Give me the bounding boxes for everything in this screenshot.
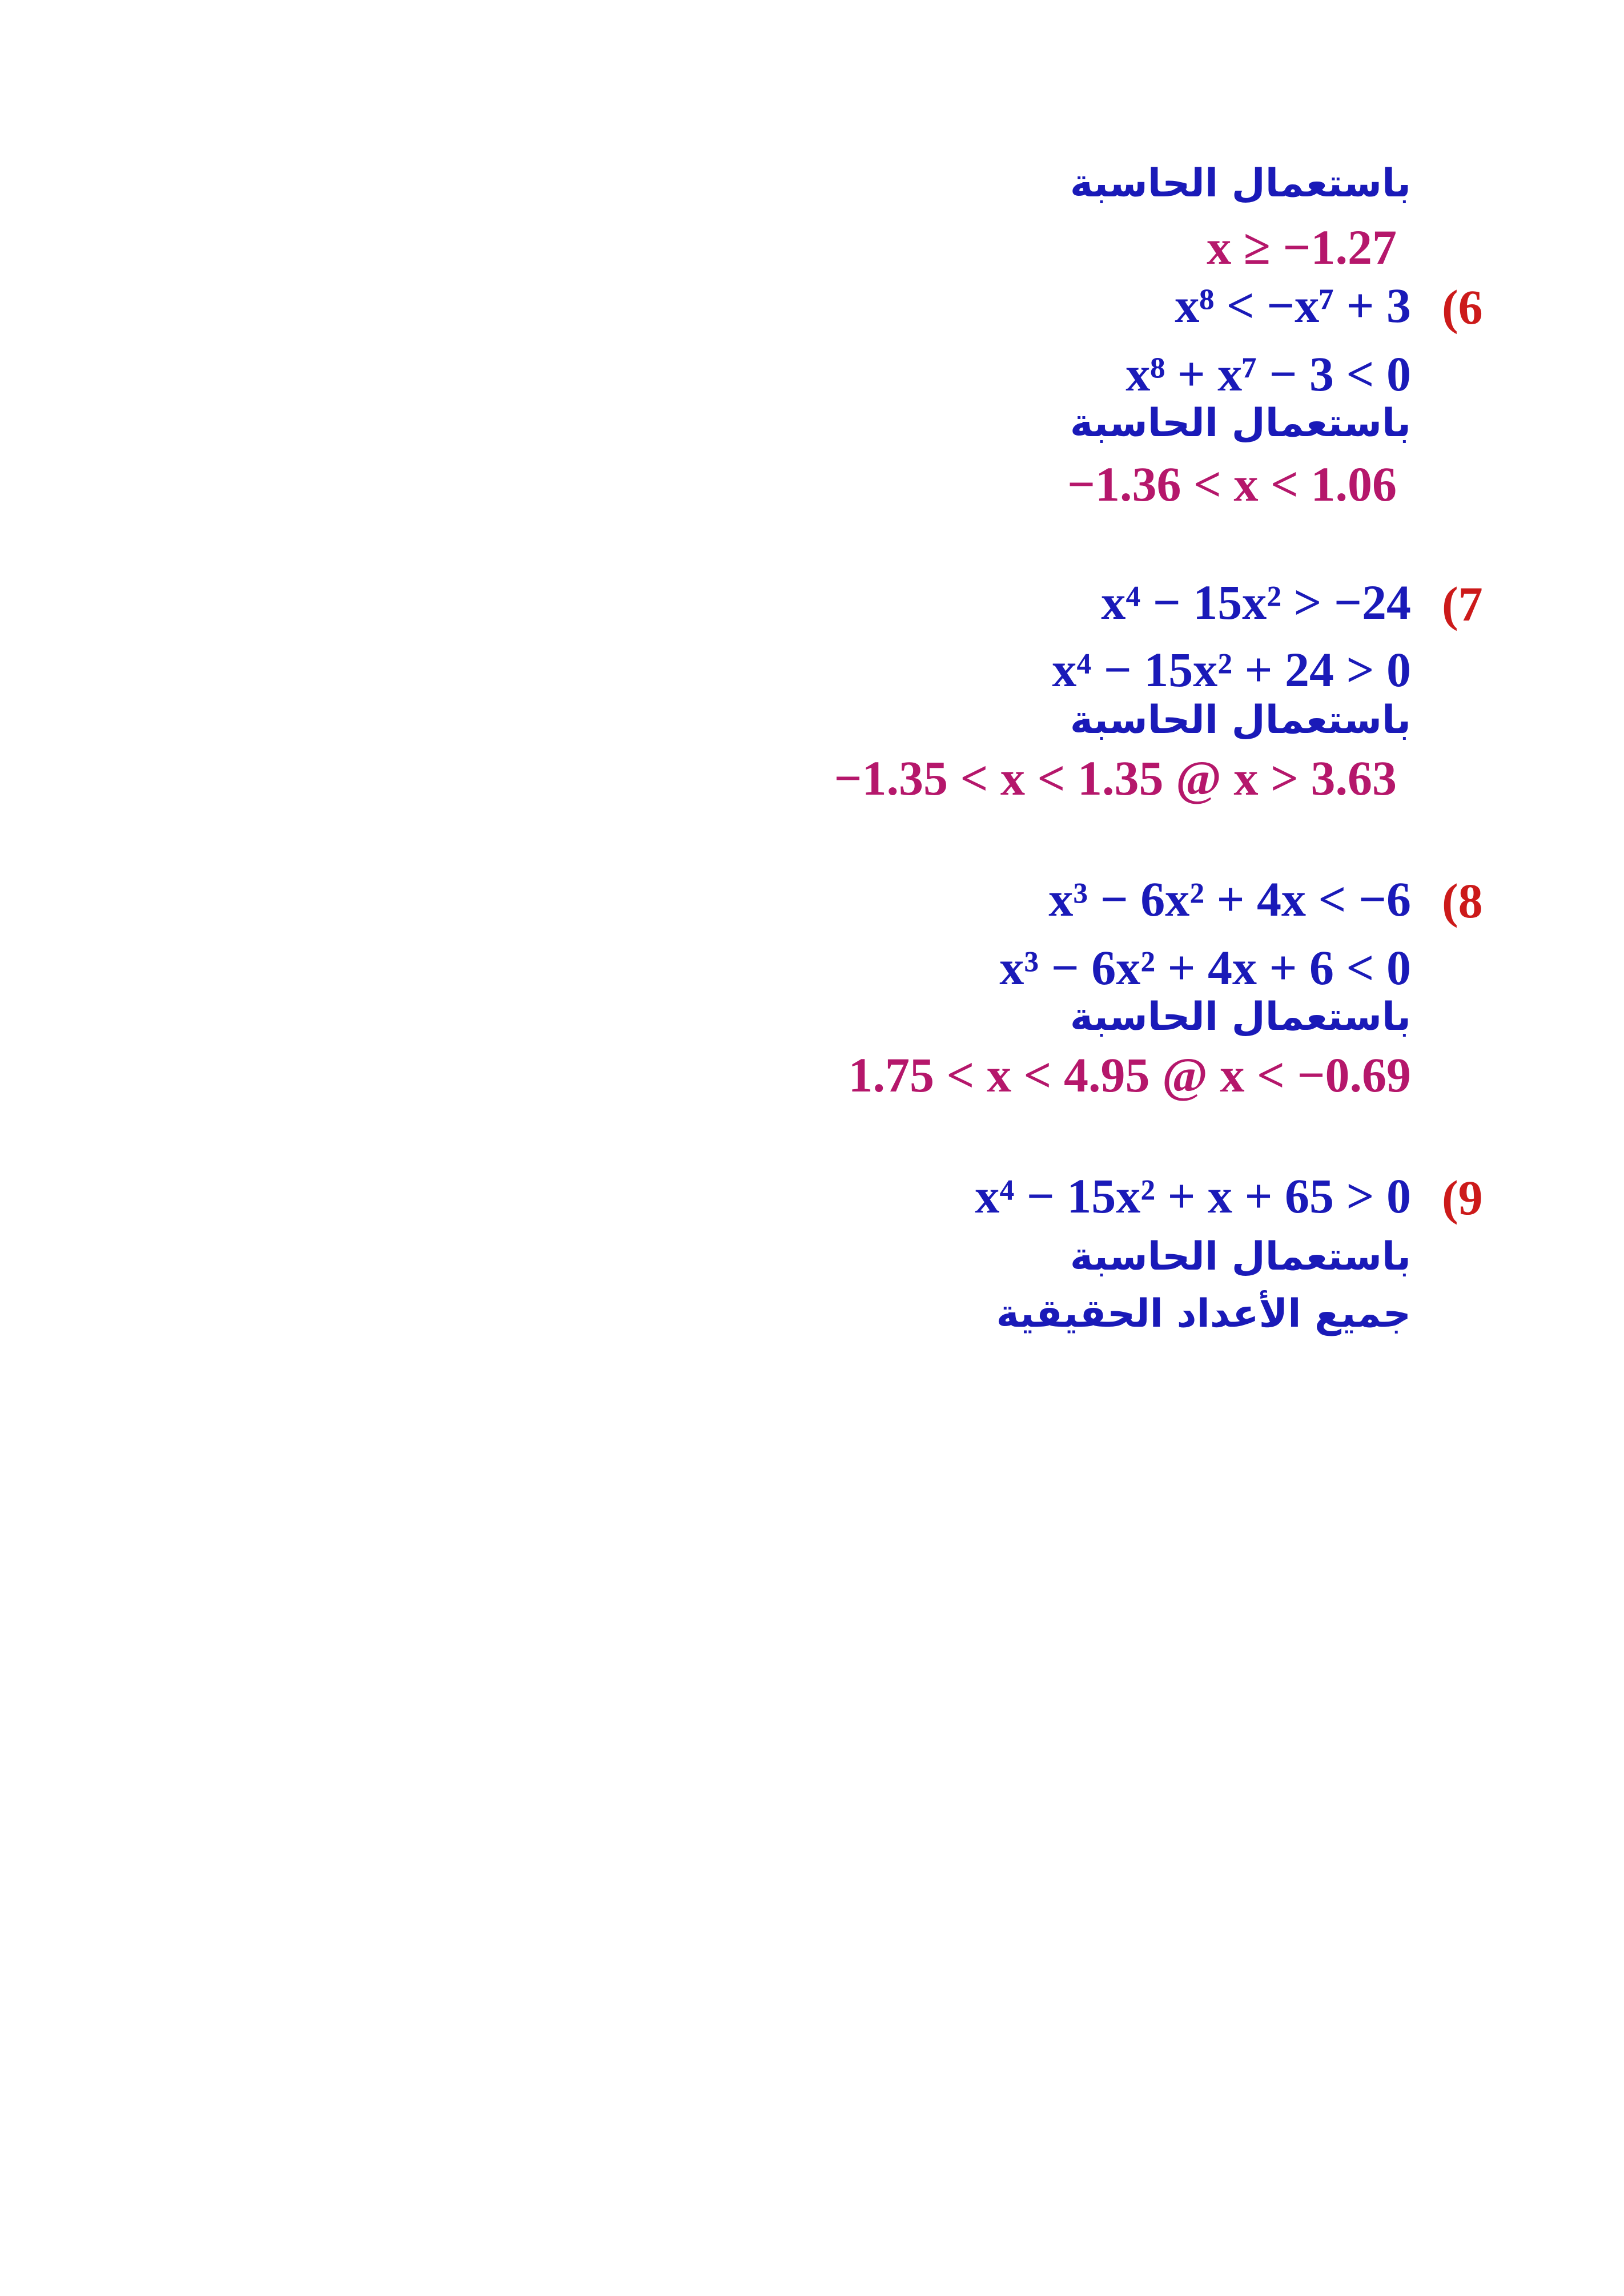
rearranged-8: x³ − 6x² + 4x + 6 < 0 — [999, 940, 1411, 995]
inequality-7: x⁴ − 15x² > −24 — [1101, 575, 1411, 630]
calc-label: باستعمال الحاسبة — [1070, 161, 1411, 206]
solution-9: جميع الأعداد الحقيقية — [996, 1291, 1411, 1336]
calc-label: باستعمال الحاسبة — [1070, 1234, 1411, 1279]
rearranged-7: x⁴ − 15x² + 24 > 0 — [1052, 642, 1411, 697]
solution-7: −1.35 < x < 1.35 @ x > 3.63 — [834, 751, 1397, 805]
solution-8: 1.75 < x < 4.95 @ x < −0.69 — [848, 1048, 1411, 1102]
calc-label: باستعمال الحاسبة — [1070, 994, 1411, 1040]
inequality-9: x⁴ − 15x² + x + 65 > 0 — [975, 1169, 1411, 1223]
calc-label: باستعمال الحاسبة — [1070, 698, 1411, 743]
rearranged-6: x⁸ + x⁷ − 3 < 0 — [1125, 347, 1411, 401]
solution-6: −1.36 < x < 1.06 — [1067, 457, 1397, 511]
calc-label: باستعمال الحاسبة — [1070, 401, 1411, 446]
inequality-8: x³ − 6x² + 4x < −6 — [1048, 872, 1411, 927]
problem-number-7: (7 — [1442, 577, 1483, 631]
problem-number-9: (9 — [1442, 1170, 1483, 1225]
problem-number-6: (6 — [1442, 280, 1483, 335]
inequality-6: x⁸ < −x⁷ + 3 — [1175, 278, 1411, 333]
problem-number-8: (8 — [1442, 873, 1483, 928]
result-top: x ≥ −1.27 — [1207, 220, 1397, 275]
